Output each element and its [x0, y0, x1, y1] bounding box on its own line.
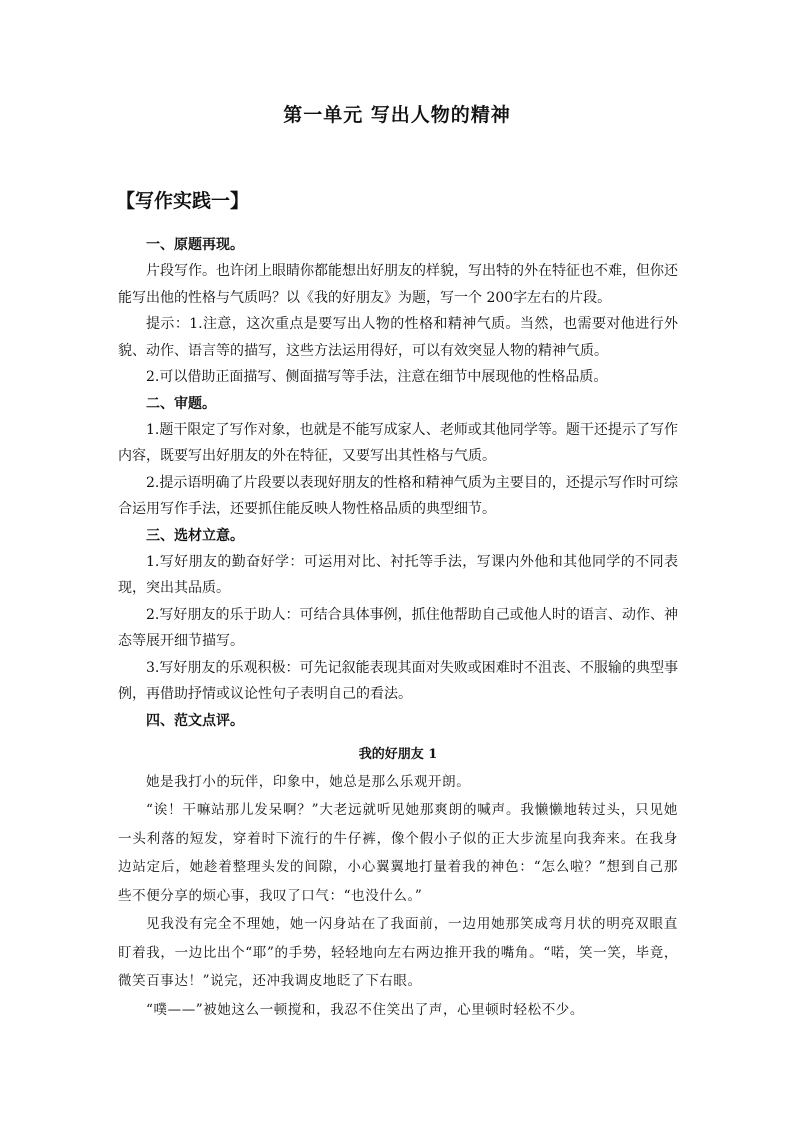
heading-analysis: 二、审题。	[146, 395, 216, 412]
heading-sample-essay: 四、范文点评。	[146, 712, 244, 729]
paragraph-hint-1: 提示：1.注意，这次重点是要写出人物的性格和精神气质。当然，也需要对他进行外貌、动作、语言等的描写，这些方法运用得好，可以有效突显人物的精神气质。	[118, 316, 678, 359]
page-title: 第一单元 写出人物的精神	[283, 104, 511, 126]
paragraph-task: 片段写作。也许闭上眼睛你都能想出好朋友的样貌，写出特的外在特征也不难，但你还能写出他的性格与气质吗？以《我的好朋友》为题，写一个 200字左右的片段。	[118, 263, 678, 306]
document-body	[118, 232, 678, 1024]
paragraph-material-2: 2.写好朋友的乐于助人：可结合具体事例，抓住他帮助自己或他人时的语言、动作、神态等展开细节描写。	[118, 606, 678, 649]
paragraph-material-1: 1.写好朋友的勤奋好学：可运用对比、衬托等手法，写课内外他和其他同学的不同表现，突出其品质。	[118, 553, 678, 596]
essay-paragraph-4: “噗——”被她这么一顿搅和，我忍不住笑出了声，心里顿时轻松不少。	[146, 1001, 585, 1018]
essay-paragraph-3: 见我没有完全不理她，她一闪身站在了我面前，一边用她那笑成弯月状的明亮双眼直盯着我，一边比出个“耶”的手势，轻轻地向左右两边推开我的嘴角。“喏，笑一笑，毕竟，微笑百事达！”说完，还冲我调皮地眨了下右眼。	[118, 916, 678, 989]
section-heading: 【写作实践一】	[116, 190, 250, 212]
paragraph-analysis-2: 2.提示语明确了片段要以表现好朋友的性格和精神气质为主要目的，还提示写作时可综合运用写作手法，还要抓住能反映人物性格品质的典型细节。	[118, 474, 678, 517]
heading-original-question: 一、原题再现。	[146, 237, 244, 253]
paragraph-hint-2: 2.可以借助正面描写、侧面描写等手法，注意在细节中展现他的性格品质。	[146, 369, 608, 385]
essay-paragraph-2: “诶！干嘛站那儿发呆啊？”大老远就听见她那爽朗的喊声。我懒懒地转过头，只见她一头利落的短发，穿着时下流行的牛仔裤，像个假小子似的正大步流星向我奔来。在我身边站定后，她趁着整理头发的间隙，小心翼翼地打量着我的神色：“怎么啦？”想到自己那些不便分享的烦心事，我叹了口气：“也没什么。”	[118, 802, 678, 904]
essay-paragraph-1: 她是我打小的玩伴，印象中，她总是那么乐观开朗。	[146, 773, 471, 790]
paragraph-analysis-1: 1.题干限定了写作对象，也就是不能写成家人、老师或其他同学等。题干还提示了写作内容，既要写出好朋友的外在特征，又要写出其性格与气质。	[118, 421, 678, 464]
heading-material: 三、选材立意。	[146, 527, 244, 544]
essay-title: 我的好朋友 1	[358, 746, 438, 762]
paragraph-material-3: 3.写好朋友的乐观积极：可先记叙能表现其面对失败或困难时不沮丧、不服输的典型事例，再借助抒情或议论性句子表明自己的看法。	[118, 659, 678, 702]
